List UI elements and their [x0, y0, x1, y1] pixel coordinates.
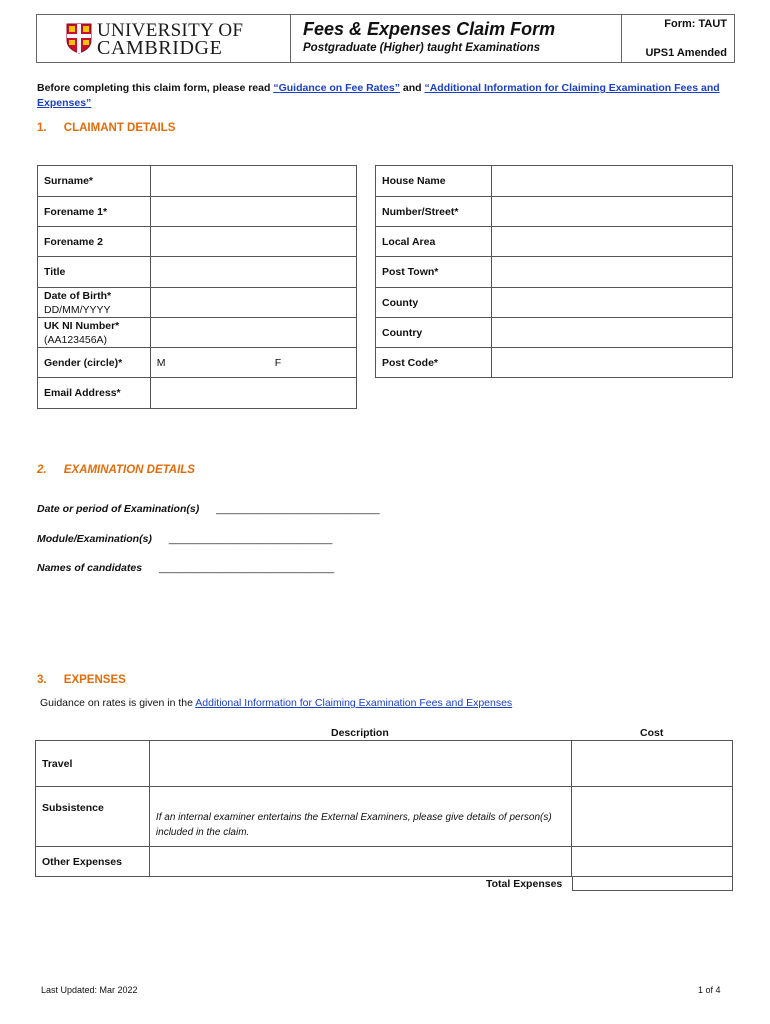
section1-heading — [37, 122, 175, 134]
candidates-label: Names of candidates — [37, 562, 143, 574]
module-label: Module/Examination(s) — [37, 533, 152, 545]
field-label: Forename 2 — [38, 227, 151, 257]
field-label: Title — [38, 257, 151, 288]
subsistence-cost-input[interactable] — [572, 787, 733, 847]
ni-label: UK NI Number* — [44, 319, 120, 332]
form-status: UPS1 Amended — [645, 47, 727, 59]
county-input[interactable] — [491, 288, 732, 318]
travel-description-input[interactable] — [149, 741, 571, 787]
gender-option-f[interactable]: F — [274, 356, 282, 369]
claimant-row — [38, 166, 357, 197]
subsistence-note: If an internal examiner entertains the External Examiners, please give details of person(s) included in the claim. — [155, 812, 552, 838]
section2-heading — [37, 464, 195, 476]
expenses-guidance — [40, 697, 512, 709]
exam-date-input[interactable]: ____________________________ — [216, 503, 380, 515]
surname-input[interactable] — [150, 166, 356, 197]
logo-block — [37, 15, 291, 62]
last-updated: Last Updated: Mar 2022 — [41, 985, 138, 995]
forename1-input[interactable] — [150, 197, 356, 227]
page-number: 1 of 4 — [698, 985, 721, 995]
address-row — [376, 318, 733, 348]
travel-cost-input[interactable] — [572, 741, 733, 787]
title-input[interactable] — [150, 257, 356, 288]
field-label: Gender (circle)* — [38, 348, 151, 378]
ni-number-input[interactable] — [150, 318, 356, 348]
claimant-row — [38, 348, 357, 378]
total-expenses-input[interactable] — [572, 876, 733, 891]
field-label: Surname* — [38, 166, 151, 197]
claimant-row — [38, 197, 357, 227]
exam-date-label: Date or period of Examination(s) — [37, 503, 200, 515]
email-input[interactable] — [150, 378, 356, 409]
dob-input[interactable] — [150, 288, 356, 318]
field-label: Post Town* — [376, 257, 492, 288]
dob-hint: DD/MM/YYYY — [44, 303, 111, 316]
claimant-left-table — [37, 165, 357, 409]
other-description-input[interactable] — [149, 847, 571, 877]
expense-label: Travel — [36, 741, 150, 787]
expense-row — [36, 741, 733, 787]
cost-column-header: Cost — [640, 727, 664, 739]
field-label — [38, 288, 151, 318]
section2-title: EXAMINATION DETAILS — [63, 464, 195, 476]
description-column-header: Description — [331, 727, 389, 739]
section3-title: EXPENSES — [63, 674, 126, 686]
expenses-info-link[interactable]: Additional Information for Claiming Examination Fees and Expenses — [195, 697, 513, 709]
university-crest-icon — [66, 23, 92, 54]
claimant-row — [38, 378, 357, 409]
additional-info-link[interactable]: “Additional Information for Claiming Examination Fees and Expenses” — [37, 82, 720, 109]
section2-number: 2. — [37, 464, 47, 476]
intro-text — [37, 81, 727, 111]
forename2-input[interactable] — [150, 227, 356, 257]
module-input[interactable]: ____________________________ — [168, 533, 333, 545]
section1-title: CLAIMANT DETAILS — [63, 122, 176, 134]
field-label: Post Code* — [376, 348, 492, 378]
field-label: County — [376, 288, 492, 318]
field-label: Email Address* — [38, 378, 151, 409]
form-title: Fees & Expenses Claim Form — [303, 19, 556, 39]
gender-field — [150, 348, 356, 378]
field-label: Number/Street* — [376, 197, 492, 227]
expense-label: Other Expenses — [36, 847, 150, 877]
form-subtitle: Postgraduate (Higher) taught Examinations — [303, 42, 541, 54]
expenses-table — [35, 740, 733, 877]
claimant-row — [38, 227, 357, 257]
field-label: House Name — [376, 166, 492, 197]
address-row — [376, 197, 733, 227]
intro-prefix: Before completing this claim form, please read — [37, 82, 274, 94]
address-row — [376, 348, 733, 378]
gender-option-m[interactable]: M — [156, 356, 166, 369]
post-town-input[interactable] — [491, 257, 732, 288]
street-input[interactable] — [491, 197, 732, 227]
section1-number: 1. — [37, 122, 47, 134]
logo-text-line1: UNIVERSITY OF — [97, 20, 244, 41]
subsistence-description-input[interactable] — [149, 787, 571, 847]
form-code: Form: TAUT — [664, 18, 727, 30]
ni-hint: (AA123456A) — [44, 333, 108, 346]
logo-text-line2: CAMBRIDGE — [97, 37, 223, 59]
country-input[interactable] — [491, 318, 732, 348]
field-label: Country — [376, 318, 492, 348]
local-area-input[interactable] — [491, 227, 732, 257]
candidates-line — [37, 562, 334, 574]
candidates-input[interactable]: ______________________________ — [158, 562, 335, 574]
expense-label: Subsistence — [36, 787, 150, 847]
expense-row — [36, 787, 733, 847]
claimant-row — [38, 288, 357, 318]
house-name-input[interactable] — [491, 166, 732, 197]
total-expenses-label: Total Expenses — [486, 878, 563, 890]
section3-heading — [37, 674, 126, 686]
guidance-prefix: Guidance on rates is given in the — [40, 697, 196, 709]
section3-number: 3. — [37, 674, 47, 686]
form-code-block — [621, 15, 735, 62]
field-label: Forename 1* — [38, 197, 151, 227]
field-label: Local Area — [376, 227, 492, 257]
field-label — [38, 318, 151, 348]
claimant-row — [38, 318, 357, 348]
exam-date-line — [37, 503, 380, 515]
form-header — [36, 14, 735, 63]
guidance-fee-rates-link[interactable]: “Guidance on Fee Rates” — [273, 82, 400, 94]
address-row — [376, 257, 733, 288]
address-row — [376, 288, 733, 318]
address-row — [376, 166, 733, 197]
expense-row — [36, 847, 733, 877]
other-cost-input[interactable] — [572, 847, 733, 877]
dob-label: Date of Birth* — [44, 289, 112, 302]
module-line — [37, 533, 332, 545]
post-code-input[interactable] — [491, 348, 732, 378]
claimant-row — [38, 257, 357, 288]
address-row — [376, 227, 733, 257]
intro-middle: and — [399, 82, 425, 94]
claimant-right-table — [375, 165, 733, 378]
